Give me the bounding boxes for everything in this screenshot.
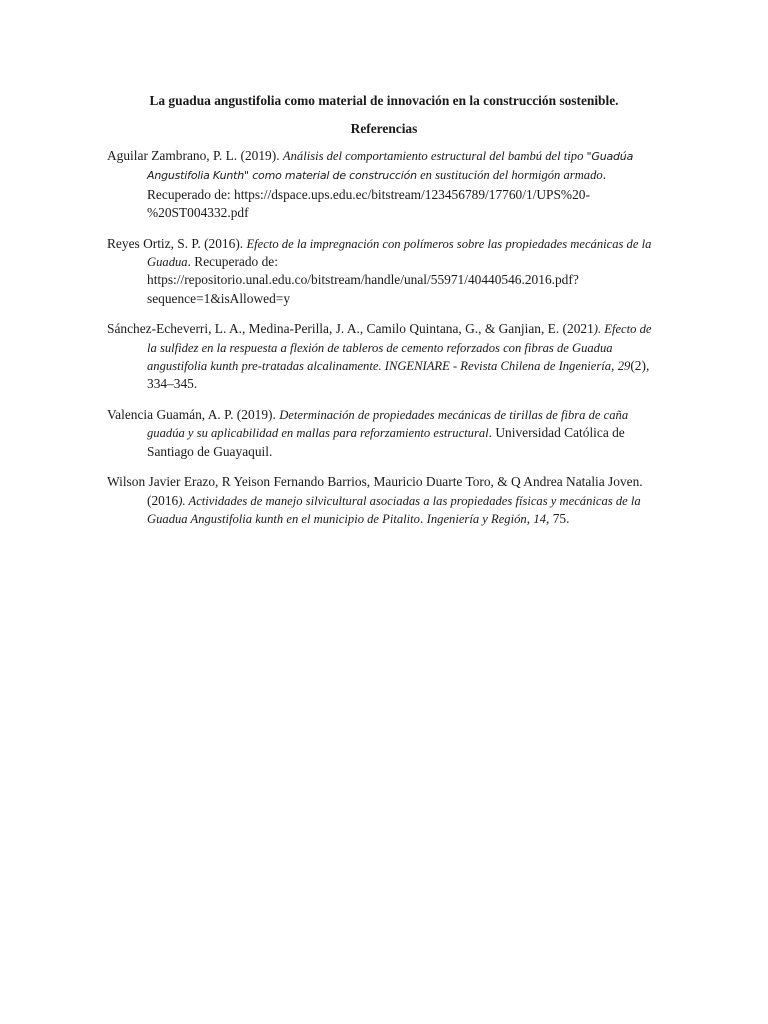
reference-source: . Recuperado de: https://dspace.ups.edu.ec/bitstream/123456789/17760/1/UPS%20-%20ST004332.pdf <box>147 167 607 221</box>
document-title: La guadua angustifolia como material de innovación en la construcción sostenible. <box>149 93 619 108</box>
reference-separator: , <box>526 510 534 526</box>
reference-volume: 14 <box>533 511 546 526</box>
reference-title: Análisis del comportamiento estructural del bambú del tipo <box>282 149 587 163</box>
reference-source: . Recuperado de: https://repositorio.unal.edu.co/bitstream/handle/unal/55971/40440546.2016.pdf?sequence=1&isAllowed=y <box>147 254 579 306</box>
reference-authors-year: Aguilar Zambrano, P. L. (2019). <box>107 148 283 163</box>
references-heading: Referencias <box>350 121 418 136</box>
reference-source: . Universidad Católica de Santiago de Guayaquil. <box>147 425 625 459</box>
reference-title: Determinación de propiedades mecánicas de tirillas de fibra de caña guadúa y su aplicabilidad en mallas para reforzamiento estructural <box>147 407 629 441</box>
reference-pages: (2), 334–345. <box>147 358 650 392</box>
reference-authors-year: Valencia Guamán, A. P. (2019). <box>107 406 280 422</box>
reference-title: ). Actividades de manejo silvicultural asociadas a las propiedades físicas y mecánicas de la Guadua Angustifolia kunth en el municipio de Pitalito <box>147 493 641 526</box>
reference-separator: . <box>419 510 427 526</box>
reference-authors-year: Sánchez-Echeverri, L. A., Medina-Perilla, J. A., Camilo Quintana, G., & Ganjian, E. (2021 <box>107 321 594 337</box>
reference-entry <box>107 473 662 528</box>
reference-pages: , 75. <box>546 510 570 526</box>
reference-list <box>107 147 662 540</box>
reference-title: Efecto de la impregnación con polímeros sobre las propiedades mecánicas de la Guadua <box>147 236 652 270</box>
reference-entry <box>107 235 662 309</box>
reference-journal: Ingeniería y Región <box>426 511 527 526</box>
reference-authors-year: Wilson Javier Erazo, R Yeison Fernando Barrios, Mauricio Duarte Toro, & Q Andrea Natalia Joven. (2016 <box>107 474 643 508</box>
reference-authors-year: Reyes Ortiz, S. P. (2016). <box>107 235 247 251</box>
reference-volume: 29 <box>617 359 631 374</box>
reference-entry <box>107 406 662 461</box>
reference-entry <box>107 147 662 223</box>
reference-entry <box>107 320 662 394</box>
reference-title: en sustitución del hormigón armado <box>416 168 603 183</box>
reference-title-cursive: "Guadúa Angustifolia Kunth" como material de construcción <box>147 150 634 183</box>
reference-title: ). Efecto de la sulfidez en la respuesta a flexión de tableros de cemento reforzados con fibras de Guadua angustifolia kunth pre-tratadas alcalinamente. INGENIARE - Revista Chilena de Ingeniería <box>147 322 652 374</box>
reference-separator: , <box>611 358 618 374</box>
